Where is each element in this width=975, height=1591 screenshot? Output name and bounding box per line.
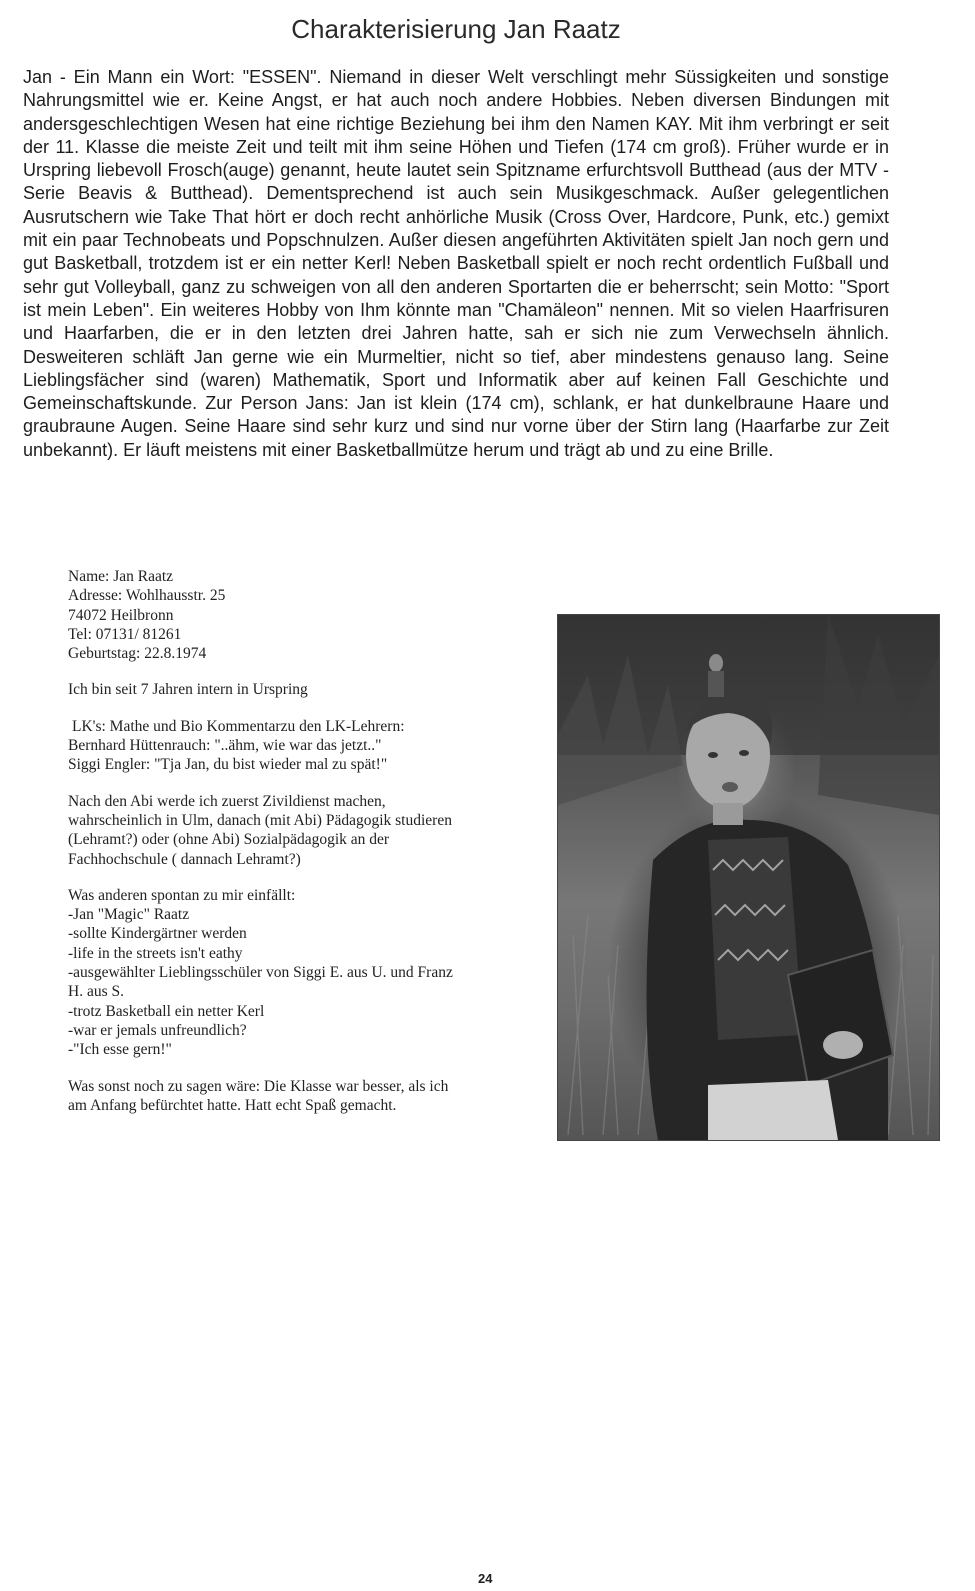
closing-line-1: Was sonst noch zu sagen wäre: Die Klasse war besser, als ich [68, 1077, 449, 1095]
list-item: H. aus S. [68, 983, 124, 1001]
plans-line-4: Fachhochschule ( dannach Lehramt?) [68, 850, 301, 868]
list-item: -ausgewählter Lieblingsschüler von Siggi E. aus U. und Franz [68, 964, 453, 982]
contact-name: Name: Jan Raatz [68, 568, 174, 585]
contact-address: Adresse: Wohlhausstr. 25 [68, 587, 226, 605]
personal-info-block [68, 567, 543, 1115]
teacher-quote-2: Siggi Engler: "Tja Jan, du bist wieder mal zu spät!" [68, 756, 388, 774]
list-item: -"Ich esse gern!" [68, 1041, 172, 1059]
plans-line-2: wahrscheinlich in Ulm, danach (mit Abi) Pädagogik studieren [68, 811, 452, 829]
page-number: 24 [478, 1571, 493, 1586]
contact-birthday: Geburtstag: 22.8.1974 [68, 645, 207, 663]
others-heading: Was anderen spontan zu mir einfällt: [68, 886, 296, 904]
teacher-quote-1: Bernhard Hüttenrauch: "..ähm, wie war das jetzt.." [68, 737, 382, 755]
lk-line: LK's: Mathe und Bio Kommentarzu den LK-Lehrern: [72, 717, 405, 735]
list-item: -Jan "Magic" Raatz [68, 906, 190, 924]
contact-phone: Tel: 07131/ 81261 [68, 625, 182, 643]
photo-illustration [558, 615, 939, 1140]
list-item: -life in the streets isn't eathy [68, 944, 243, 962]
characterization-text: Jan - Ein Mann ein Wort: "ESSEN". Niemand in dieser Welt verschlingt mehr Süssigkeiten und sonstige Nahrungsmittel wie er. Keine Angst, er hat auch noch andere Hobbies. Neben diversen Bindungen mit andersgeschlechtigen Wesen hat eine richtige Beziehung bei ihm den Namen KAY. Mit ihm verbringt er seit der 11. Klasse die meiste Zeit und teilt mit ihm seine Höhen und Tiefen (174 cm groß). Früher wurde er in Urspring liebevoll Frosch(auge) genannt, heute lautet sein Spitzname erfurchtsvoll Butthead (aus der MTV - Serie Beavis & Butthead). Dementsprechend ist auch sein Musikgeschmack. Außer gelegentlichen Ausrutschern wie Take That hört er doch recht anhörliche Musik (Cross Over, Hardcore, Punk, etc.) gemixt mit ein paar Technobeats und Popschnulzen. Außer diesen angeführten Aktivitäten spielt Jan noch gern und gut Basketball, trotzdem ist er ein netter Kerl! Neben Basketball spielt er noch recht ordentlich Fußball und sehr gut Volleyball, ganz zu schweigen von all den anderen Sportarten die er beherrscht; sein Motto: "Sport ist mein Leben". Ein weiteres Hobby von Ihm könnte man "Chamäleon" nennen. Mit so vielen Haarfrisuren und Haarfarben, die er in den letzten drei Jahren hatte, sah er sich nie zum Verwechseln ähnlich. Desweiteren schläft Jan gerne wie ein Murmeltier, nicht so tief, aber mindestens genauso lang. Seine Lieblingsfächer sind (waren) Mathematik, Sport und Informatik aber auf keinen Fall Geschichte und Gemeinschaftskunde. Zur Person Jans: Jan ist klein (174 cm), schlank, er hat dunkelbraune Haare und graubraune Augen. Seine Haare sind sehr kurz und sind nur vorne über der Stirn lang (Haarfarbe zur Zeit unbekannt). Er läuft meistens mit einer Basketballmütze herum und trägt ab und zu eine Brille. [23, 67, 889, 460]
intern-statement: Ich bin seit 7 Jahren intern in Urspring [68, 681, 308, 699]
portrait-photo [557, 614, 940, 1141]
plans-line-1: Nach den Abi werde ich zuerst Zivildienst machen, [68, 792, 386, 810]
list-item: -sollte Kindergärtner werden [68, 925, 247, 943]
contact-city: 74072 Heilbronn [68, 606, 174, 624]
plans-line-3: (Lehramt?) oder (ohne Abi) Sozialpädagogik an der [68, 831, 390, 849]
closing-line-2: am Anfang befürchtet hatte. Hatt echt Spaß gemacht. [68, 1096, 397, 1114]
page-title: Charakterisierung Jan Raatz [291, 14, 621, 44]
list-item: -war er jemals unfreundlich? [68, 1021, 247, 1039]
list-item: -trotz Basketball ein netter Kerl [68, 1002, 265, 1020]
